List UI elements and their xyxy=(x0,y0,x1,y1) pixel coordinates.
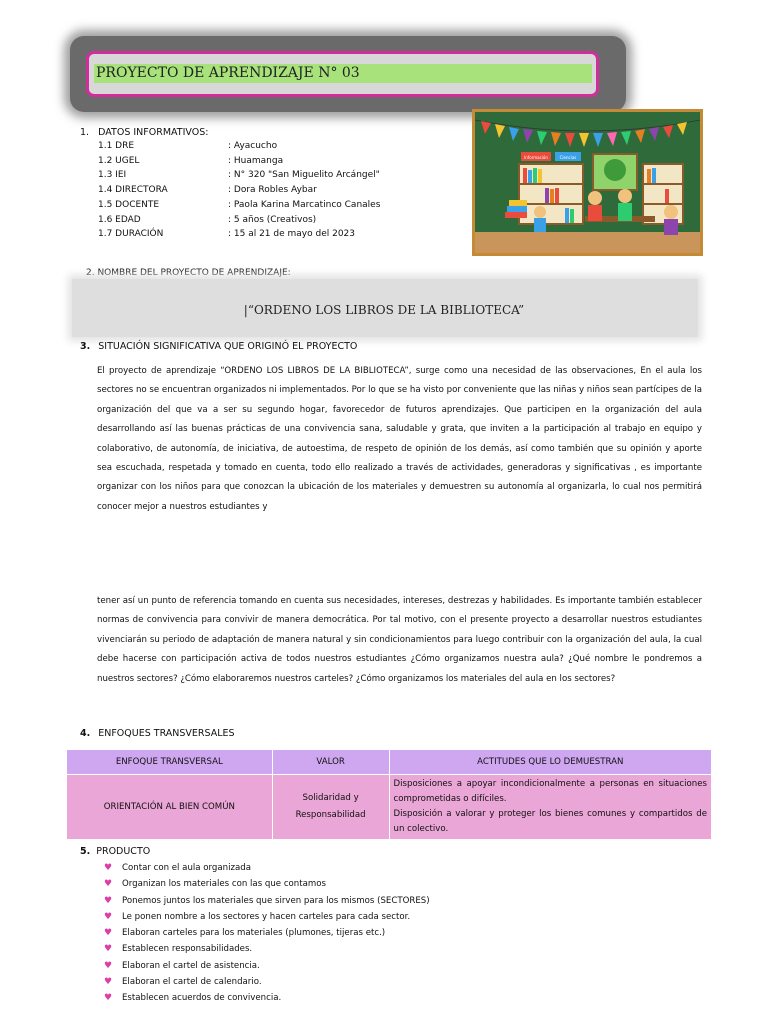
list-item xyxy=(104,876,430,892)
heart-icon: ♥ xyxy=(104,928,113,939)
situation-paragraph-1 xyxy=(97,362,702,517)
list-item-text: Establecen acuerdos de convivencia. xyxy=(122,993,282,1004)
info-row-duracion xyxy=(98,229,355,239)
section-4-title: ENFOQUES TRANSVERSALES xyxy=(98,728,235,739)
valor-line-1: Solidaridad y xyxy=(302,793,359,803)
info-label: 1.7 DURACIÓN xyxy=(98,229,164,239)
info-value: : Paola Karina Marcatinco Canales xyxy=(228,200,381,210)
product-list xyxy=(104,860,430,1007)
section-4-number: 4. xyxy=(80,728,91,739)
table-cell-actitudes xyxy=(389,775,711,840)
info-value: : 15 al 21 de mayo del 2023 xyxy=(228,229,355,239)
list-item-text: Ponemos juntos los materiales que sirven para los mismos (SECTORES) xyxy=(122,895,430,906)
paragraph-text: tener así un punto de referencia tomando en cuenta sus necesidades, intereses, destrezas y habilidades. Es importante también establecer normas de convivencia para convivir de manera democrática. Por tal motivo, con el presente proyecto a desarrollar nuestros estudiantes vivenciarán su periodo de adaptación de manera natural y sin condicionamientos para luego contribuir con la organización del aula, la cual debe hacerse con participación activa de todos nuestros estudiantes ¿Cómo organizamos nuestra aula? ¿Qué nombre le pondremos a nuestros sectores? ¿Cómo elaboraremos nuestros carteles? ¿Cómo organizamos los materiales del aula en los sectores? xyxy=(97,596,702,684)
section-1-heading xyxy=(80,127,208,138)
table-header-row xyxy=(67,750,712,775)
section-5-heading xyxy=(80,846,150,857)
table-cell-enfoque: ORIENTACIÓN AL BIEN COMÚN xyxy=(67,775,273,840)
info-row-ugel xyxy=(98,156,283,166)
situation-paragraph-2 xyxy=(97,592,702,689)
list-item xyxy=(104,893,430,909)
heart-icon: ♥ xyxy=(104,911,113,922)
list-item xyxy=(104,941,430,957)
list-item xyxy=(104,958,430,974)
actitud-2: Disposición a valorar y proteger los bienes comunes y compartidos de un colectivo. xyxy=(393,809,707,834)
heart-icon: ♥ xyxy=(104,993,113,1004)
section-3-heading xyxy=(80,341,357,352)
heart-icon: ♥ xyxy=(104,895,113,906)
section-5-number: 5. xyxy=(80,846,91,857)
heart-icon: ♥ xyxy=(104,977,113,988)
list-item-text: Elaboran el cartel de calendario. xyxy=(122,977,262,988)
project-name: |“ORDENO LOS LIBROS DE LA BIBLIOTECA” xyxy=(243,303,525,317)
list-item xyxy=(104,990,430,1006)
table-header-enfoque: ENFOQUE TRANSVERSAL xyxy=(67,750,273,775)
section-4-heading xyxy=(80,728,235,739)
table-row xyxy=(67,775,712,840)
valor-line-2: Responsabilidad xyxy=(295,810,366,820)
paragraph-text: El proyecto de aprendizaje “ORDENO LOS LIBROS DE LA BIBLIOTECA”, surge como una necesidad de las observaciones, En el aula los sectores no se encuentran organizados ni implementados. Por lo que se ha visto por conveniente que las niñas y niños sean partícipes de la organización del que va a ser su segundo hogar, favorecedor de futuros aprendizajes. Que participen en la organización del aula desarrollando así las buenas prácticas de una convivencia sana, saludable y grata, que inviten a la participación al trabajo en equipo y colaborativo, de autonomía, de iniciativa, de autoestima, de respeto de opinión de los demás, así como también que su opinión y aporte sea escuchada, respetada y tomado en cuenta, todo ello realizado a través de actividades, generadoras y significativas , es importante organizar con los niños para que conozcan la ubicación de los materiales y demuestren su autonomía al organizarla, lo cual nos permitirá conocer mejor a nuestros estudiantes y xyxy=(97,366,702,512)
section-1-title: DATOS INFORMATIVOS: xyxy=(98,127,209,138)
info-row-docente xyxy=(98,200,380,210)
section-5-title: PRODUCTO xyxy=(96,846,151,857)
list-item xyxy=(104,925,430,941)
info-value: : Ayacucho xyxy=(228,141,278,151)
info-value: : Dora Robles Aybar xyxy=(228,185,317,195)
heart-icon: ♥ xyxy=(104,944,113,955)
sign-ciencias: Ciencias xyxy=(559,155,577,160)
section-3-number: 3. xyxy=(80,341,91,352)
sign-informacion: Información xyxy=(524,155,548,160)
info-value: : 5 años (Creativos) xyxy=(228,215,317,225)
page-title: PROYECTO DE APRENDIZAJE N° 03 xyxy=(94,64,592,83)
info-row-iei xyxy=(98,170,380,180)
list-item xyxy=(104,909,430,925)
list-item-text: Elaboran el cartel de asistencia. xyxy=(122,960,260,971)
info-label: 1.1 DRE xyxy=(98,141,135,151)
info-value: : N° 320 "San Miguelito Arcángel" xyxy=(228,170,380,180)
info-value: : Huamanga xyxy=(228,156,284,166)
info-label: 1.3 IEI xyxy=(98,170,127,180)
list-item-text: Elaboran carteles para los materiales (plumones, tijeras etc.) xyxy=(122,928,386,939)
heart-icon: ♥ xyxy=(104,960,113,971)
info-row-dre xyxy=(98,141,277,151)
info-row-directora xyxy=(98,185,317,195)
list-item xyxy=(104,974,430,990)
list-item-text: Le ponen nombre a los sectores y hacen carteles para cada sector. xyxy=(122,911,411,922)
info-label: 1.4 DIRECTORA xyxy=(98,185,168,195)
heart-icon: ♥ xyxy=(104,879,113,890)
table-cell-valor xyxy=(272,775,389,840)
info-label: 1.5 DOCENTE xyxy=(98,200,160,210)
info-row-edad xyxy=(98,215,316,225)
info-label: 1.2 UGEL xyxy=(98,156,140,166)
actitud-1: Disposiciones a apoyar incondicionalmente a personas en situaciones comprometidas o difíciles. xyxy=(393,779,707,804)
list-item-text: Establecen responsabilidades. xyxy=(122,944,253,955)
list-item-text: Contar con el aula organizada xyxy=(122,863,251,873)
list-item-text: Organizan los materiales con las que contamos xyxy=(122,879,326,890)
list-item xyxy=(104,860,430,876)
classroom-library-image xyxy=(472,109,703,256)
section-2-heading: 2. NOMBRE DEL PROYECTO DE APRENDIZAJE: xyxy=(86,268,291,278)
table-header-actitudes: ACTITUDES QUE LO DEMUESTRAN xyxy=(389,750,711,775)
title-banner xyxy=(86,51,599,97)
info-label: 1.6 EDAD xyxy=(98,215,141,225)
heart-icon: ♥ xyxy=(104,863,113,873)
table-header-valor: VALOR xyxy=(272,750,389,775)
enfoques-table xyxy=(66,749,712,840)
section-3-title: SITUACIÓN SIGNIFICATIVA QUE ORIGINÓ EL PROYECTO xyxy=(98,341,358,352)
section-1-number: 1. xyxy=(80,127,90,138)
